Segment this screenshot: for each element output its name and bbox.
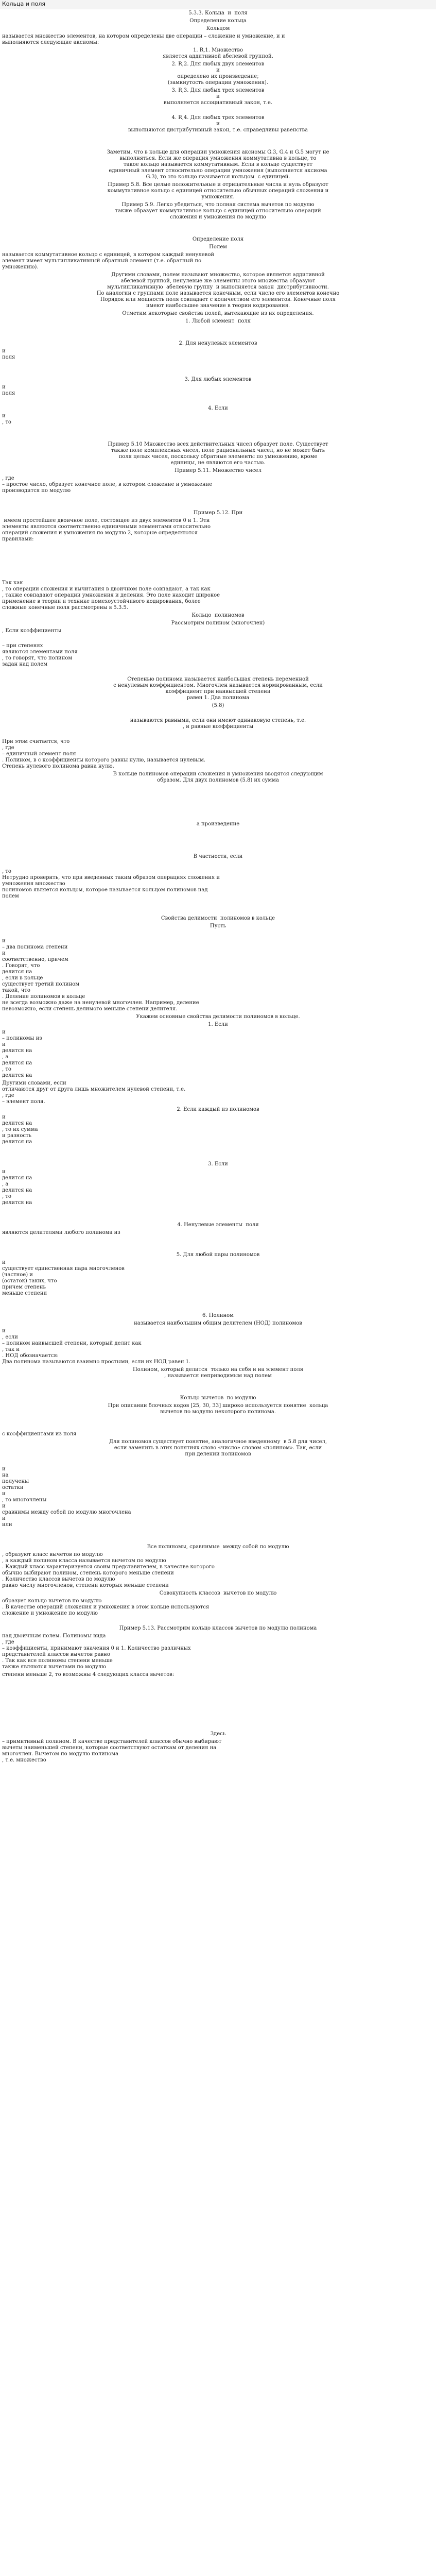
polynomial-product-note: В частности, если <box>193 854 243 859</box>
polynomial-subheading: Рассмотрим полином (многочлен) <box>171 620 265 626</box>
polynomial-operations-intro: В кольце полиномов операции сложения и умножения вводятся следующим образом. Для двух полиномов (5.8) их сумма <box>113 771 323 783</box>
residue-ring-set: Совокупность классов вычетов по модулю <box>159 1590 277 1596</box>
polynomial-ring-note: , то Нетрудно проверить, что при введенных таким образом операциях сложения и умножения множество полиномов является кольцом, которое называется кольцом полиномов над полем <box>2 869 220 899</box>
example-5-11: Пример 5.11. Множество чисел <box>175 468 261 473</box>
divisibility-properties-intro: Укажем основные свойства делимости полиномов в кольце. <box>136 1014 300 1020</box>
example-5-13: Пример 5.13. Рассмотрим кольцо классов вычетов по модулю полинома <box>119 1625 317 1631</box>
definition-6-body: называется наибольшим общим делителем (НОД) полиномов <box>134 1320 302 1326</box>
residue-ring-analogy: Для полиномов существует понятие, аналогичное введенному в 5.8 для чисел, если заменить в этих понятиях слово «число» словом «полином». Так, если при делении полиномов <box>109 1439 327 1457</box>
divisibility-property-1-body: и – полиномы из и делится на , а делится на , то делится на <box>2 1029 42 1078</box>
example-5-9: Пример 5.9. Легко убедиться, что полная система вычетов по модулю также образует коммутативное кольцо с единицей относительно операций сложения и умножения по модулю <box>115 202 321 220</box>
document-body <box>0 10 436 1765</box>
field-paragraph: Другими словами, полем называют множество, которое является аддитивной абелевой группой, ненулевые же элементы этого множества образуют мультипликативную абелевую группу и выполняется закон дистрибутивности. По аналогии с группами поле называется конечным, если число его элементов конечно Порядок или мощность поля совпадает с количеством его элементов. Конечные поля имеют наибольшее значение в теории кодирования. <box>96 272 340 309</box>
definition-heading-ring: Определение кольца <box>189 18 247 24</box>
divisibility-intro: Пусть <box>210 923 226 929</box>
final-note: – примитивный полином. В качестве представителей классов обычно выбирают вычеты наименьшей степени, которые соответствуют остаткам от деления на многочлен. Вычетом по модулю полинома , т.е. множество <box>2 1739 222 1763</box>
example-5-8: Пример 5.8. Все целые положительные и отрицательные числа и нуль образуют коммутативное кольцо с единицей относительно обычных операций сложения и умножения. <box>107 182 329 200</box>
divisibility-property-1-tail: Другими словами, если отличаются друг от друга лишь множителем нулевой степени, т.е. , где – элемент поля. <box>2 1080 186 1105</box>
field-definition-text: называется коммутативное кольцо с единицей, в котором каждый ненулевой элемент имеет мультипликативный обратный элемент (т.е. обратный по умножению). <box>2 252 215 270</box>
polynomial-ring-heading: Кольцо полиномов <box>191 613 245 618</box>
polynomial-equality-definition: называются равными, если они имеют одинаковую степень, т.е. , и равные коэффициенты <box>130 718 306 730</box>
field-property-3: 3. Для любых элементов <box>184 377 252 382</box>
example-5-13-body: над двоичным полем. Полиномы вида , где – коэффициенты, принимают значения 0 и 1. Количество различных представителей классов вычетов равно . Так как все полиномы степени меньше также являются вычетами по модулю <box>2 1633 191 1670</box>
polynomial-product: а произведение <box>196 821 240 827</box>
section-heading: 5.3.3. Кольца и поля <box>188 10 248 16</box>
polynomial-degree-definition: Степенью полинома называется наибольшая степень переменной с ненулевым коэффициентом. Многочлен называется нормированным, если коэффициент при наивысшей степени равен 1. Два полинома <box>113 676 323 701</box>
field-property-4: 4. Если <box>208 405 228 411</box>
field-property-3-vars: и поля <box>2 384 15 396</box>
here-label: Здесь <box>210 1731 226 1737</box>
divisibility-property-1: 1. Если <box>208 1022 228 1027</box>
divisibility-property-4-body: являются делителями любого полинома из <box>2 1230 120 1235</box>
divisibility-property-5: 5. Для любой пары полиномов <box>176 1252 260 1258</box>
field-property-1: 1. Любой элемент поля <box>185 318 251 324</box>
example-5-10: Пример 5.10 Множество всех действительных чисел образует поле. Существует также поле комплексных чисел, поле рациональных чисел, но не может быть поля целых чисел, поскольку обратные элементы по умножению, кроме единицы, не являются его частью. <box>108 442 328 466</box>
equation-5-8: (5.8) <box>212 703 224 708</box>
residue-ring-heading: Кольцо вычетов по модулю <box>180 1395 256 1401</box>
example-5-11-body: , где – простое число, образует конечное поле, в котором сложение и умножение производится по модулю <box>2 476 213 494</box>
ring-axiom-1: 1. R,1. Множество является аддитивной абелевой группой. <box>163 47 273 59</box>
example-5-12-body: имеем простейшее двоичное поле, состоящее из двух элементов 0 и 1. Эти элементы являются соответственно единичными элементами относительно операций сложения и умножения по модулю 2, которые определяются правилами: <box>2 518 211 542</box>
divisibility-property-3: 3. Если <box>208 1161 228 1167</box>
residue-ring-coefficients: с коэффициентами из поля <box>2 1431 77 1437</box>
page-header <box>0 0 436 9</box>
ring-definition-text: называется множество элементов, на котором определены две операции – сложение и умножение, и и выполняются следующие аксиомы: <box>2 33 285 45</box>
example-5-12: Пример 5.12. При <box>193 510 243 516</box>
binary-field-note: Так как , то операции сложения и вычитания в двоичном поле совпадают, а так как , также совпадают операции умножения и деления. Это поле находит широкое применение в теории и технике помехоустойчивого кодирования, более сложные конечные поля рассмотрены в 5.3.5. <box>2 580 220 611</box>
divisibility-property-4: 4. Ненулевые элементы поля <box>177 1222 259 1228</box>
definition-6-gcd: 6. Полином <box>202 1313 234 1318</box>
field-properties-intro: Отметим некоторые свойства полей, вытекающие из их определения. <box>122 311 314 316</box>
field-term: Полем <box>209 244 227 250</box>
polynomial-coefficients-intro: , Если коэффициенты <box>2 628 61 634</box>
definition-7-irreducible: Полином, который делится только на себя и на элемент поля , называется неприводимым над полем <box>132 1367 304 1379</box>
residue-class-note: Все полиномы, сравнимые между собой по модулю <box>147 1544 289 1550</box>
polynomial-coefficients-body: – при степенях являются элементами поля , то говорят, что полином задан над полем <box>2 643 78 667</box>
divisibility-property-3-body: и делится на , а делится на , то делится на <box>2 1169 32 1206</box>
example-5-13-tail: степени меньше 2, то возможны 4 следующих класса вычетов: <box>2 1672 175 1677</box>
definition-heading-field: Определение поля <box>192 236 244 242</box>
ring-axiom-3: 3. R,3. Для любых трех элементов и выполняется ассоциативный закон, т.е. <box>163 88 273 106</box>
divisibility-heading: Свойства делимости полиномов в кольце <box>161 916 275 921</box>
field-property-2-vars: и поля <box>2 348 15 360</box>
ring-axiom-4: 4. R,4. Для любых трех элементов и выполняются дистрибутивный закон, т.е. справедливы равенства <box>128 115 308 133</box>
residue-ring-intro: При описании блочных кодов [25, 30, 33] широко используется понятие кольца вычетов по модулю некоторого полинома. <box>108 1403 328 1415</box>
definition-6-tail: и , если – полином наивысшей степени, который делит как , так и . НОД обозначается: Два полинома называются взаимно простыми, если их НОД равен 1. <box>2 1328 191 1365</box>
field-property-4-vars: и , то <box>2 413 11 425</box>
field-property-2: 2. Для ненулевых элементов <box>179 341 257 346</box>
ring-axiom-2: 2. R,2. Для любых двух элементов и определено их произведение; (замкнутость операции умножения). <box>167 61 269 86</box>
ring-term: Кольцом <box>206 26 230 31</box>
residue-ring-set-body: образует кольцо вычетов по модулю . В качестве операций сложения и умножения в этом кольце используются сложение и умножение по модулю <box>2 1598 210 1616</box>
page-title: Кольца и поля <box>2 1 45 7</box>
divisibility-property-5-body: и существует единственная пара многочленов (частное) и (остаток) таких, что причем степень меньше степени <box>2 1260 125 1296</box>
polynomial-zero-definition: При этом считается, что , где – единичный элемент поля . Полином, в с коэффициенты которого равны нулю, называется нулевым. Степень нулевого полинома равна нулю. <box>2 739 206 769</box>
residue-class-body: , образуют класс вычетов по модулю , а каждый полином класса называется вычетом по модулю . Каждый класс характеризуется своим представителем, в качестве которого обычно выбирают полином, степень которого меньше степени . Количество классов вычетов по модулю равно числу многочленов, степени которых меньше степени <box>2 1552 215 1588</box>
residue-ring-vars: и на получены остатки и , то многочлены и сравнимы между собой по модулю многочлена и или <box>2 1466 131 1528</box>
ring-remark: Заметим, что в кольце для операции умножения аксиомы G.3, G.4 и G.5 могут не выполняться. Если же операция умножения коммутативна в кольце, то такое кольцо называется коммутативным. Если в кольце существует единичный элемент относительно операции умножения (выполняется аксиома G.3), то это кольцо называется кольцом с единицей. <box>107 149 329 180</box>
divisibility-property-2: 2. Если каждый из полиномов <box>177 1107 259 1112</box>
divisibility-property-2-body: и делится на , то их сумма и разность делится на <box>2 1114 38 1145</box>
divisibility-body: и – два полинома степени и соответственно, причем . Говорят, что делится на , если в кольце существует третий полином такой, что . Деление полиномов в кольце не всегда возможно даже на ненулевой многочлен. Например, деление невозможно, если степень делимого меньше степени делителя. <box>2 938 199 1012</box>
